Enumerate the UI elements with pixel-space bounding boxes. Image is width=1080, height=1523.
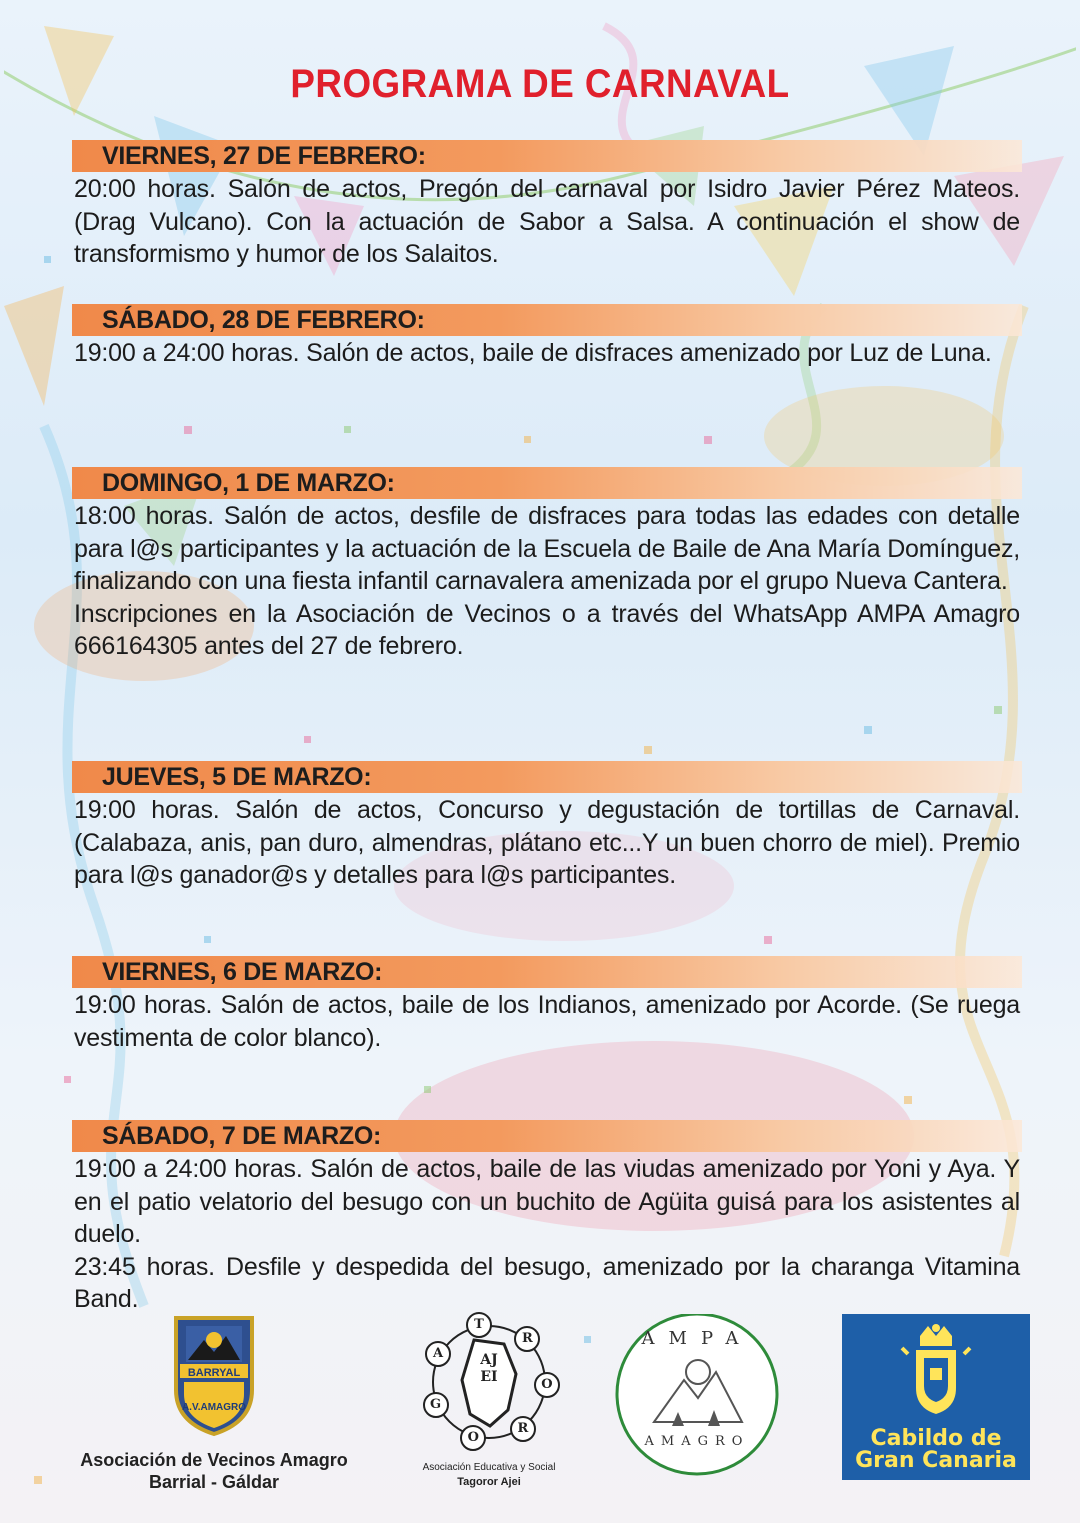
cabildo-line2: Gran Canaria (855, 1448, 1017, 1473)
event-jueves-5-marzo (72, 761, 1022, 892)
tagoror-ring-letter: G (423, 1392, 449, 1418)
event-paragraph: 18:00 horas. Salón de actos, desfile de disfraces para todas las edades con detalle para l@s participantes y la actuación de la Escuela de Baile de Ana María Domínguez, finalizando con una fiesta infantil carnavalera amenizada por el grupo Nueva Cantera. (74, 502, 1020, 595)
carnival-poster (4, 6, 1076, 1518)
cabildo-line1: Cabildo de (870, 1426, 1002, 1451)
event-day-header: SÁBADO, 7 DE MARZO: (72, 1120, 1022, 1152)
event-sabado-28-febrero (72, 304, 1022, 370)
tagoror-ring-letter: R (510, 1416, 536, 1442)
tagoror-ring-letter: R (514, 1326, 540, 1352)
tagoror-ring-letter: O (534, 1372, 560, 1398)
event-day-header: JUEVES, 5 DE MARZO: (72, 761, 1022, 793)
event-description (72, 336, 1022, 370)
event-description (72, 172, 1022, 271)
event-day-header: VIERNES, 27 DE FEBRERO: (72, 140, 1022, 172)
event-description (72, 988, 1022, 1054)
ampa-top-text: AMPA (641, 1328, 753, 1349)
event-paragraph: 20:00 horas. Salón de actos, Pregón del carnaval por Isidro Javier Pérez Mateos. (Drag Vulcano). Con la actuación de Sabor a Salsa. A continuación el show de transformismo y humor de los Salaitos. (74, 175, 1020, 268)
event-paragraph: 23:45 horas. Desfile y despedida del besugo, amenizado por la charanga Vitamina Band. (74, 1252, 1020, 1313)
event-description (72, 1152, 1022, 1316)
event-day-header: SÁBADO, 28 DE FEBRERO: (72, 304, 1022, 336)
logo-caption-line1: Asociación de Vecinos Amagro (80, 1450, 348, 1470)
logo-ampa-amagro (612, 1314, 782, 1484)
shield-badge-bottom-text: A.V.AMAGRO (181, 1402, 247, 1413)
logo-caption-line2: Tagoror Ajei (457, 1476, 521, 1488)
logo-cabildo-gran-canaria (842, 1314, 1030, 1480)
tagoror-ring-letter: O (460, 1425, 486, 1451)
event-day-header: VIERNES, 6 DE MARZO: (72, 956, 1022, 988)
coat-of-arms-icon (842, 1314, 1030, 1426)
event-paragraph: Inscripciones en la Asociación de Vecinos o a través del WhatsApp AMPA Amagro 666164305 antes del 27 de febrero. (74, 599, 1020, 660)
event-sabado-7-marzo (72, 1120, 1022, 1316)
sponsor-logos (4, 1306, 1076, 1506)
event-paragraph: 19:00 horas. Salón de actos, baile de los Indianos, amenizado por Acorde. (Se ruega vestimenta de color blanco). (74, 991, 1020, 1052)
event-paragraph: 19:00 a 24:00 horas. Salón de actos, baile de las viudas amenizado por Yoni y Aya. Y en el patio velatorio del besugo con un buchito de Agüita guisá para los asistentes al duelo. (74, 1155, 1020, 1248)
ampa-bottom-text: AMAGRO (644, 1434, 750, 1449)
logo-caption-line2: Barrial - Gáldar (148, 1472, 280, 1492)
page-title: PROGRAMA DE CARNAVAL (290, 62, 790, 106)
shield-badge-top-text: BARRYAL (187, 1367, 241, 1379)
tagoror-ring-letter: T (466, 1312, 492, 1338)
tagoror-center-text: AJEI (480, 1352, 498, 1385)
event-viernes-6-marzo (72, 956, 1022, 1054)
event-viernes-27-febrero (72, 140, 1022, 271)
event-paragraph: 19:00 horas. Salón de actos, Concurso y degustación de tortillas de Carnaval. (Calabaza, anis, pan duro, almendras, plátano etc...Y un buen chorro de miel). Premio para l@s ganador@s y detalles para l@s participantes. (74, 796, 1020, 889)
event-domingo-1-marzo (72, 467, 1022, 663)
logo-caption-line1: Asociación Educativa y Social (422, 1462, 556, 1473)
cabildo-name (842, 1428, 1030, 1472)
tagoror-ring-letter: A (425, 1341, 451, 1367)
logo-asociacion-vecinos (64, 1310, 364, 1500)
logo-tagoror-ajei (404, 1310, 574, 1500)
event-description (72, 499, 1022, 663)
event-paragraph: 19:00 a 24:00 horas. Salón de actos, baile de disfraces amenizado por Luz de Luna. (74, 339, 992, 367)
event-description (72, 793, 1022, 892)
event-day-header: DOMINGO, 1 DE MARZO: (72, 467, 1022, 499)
